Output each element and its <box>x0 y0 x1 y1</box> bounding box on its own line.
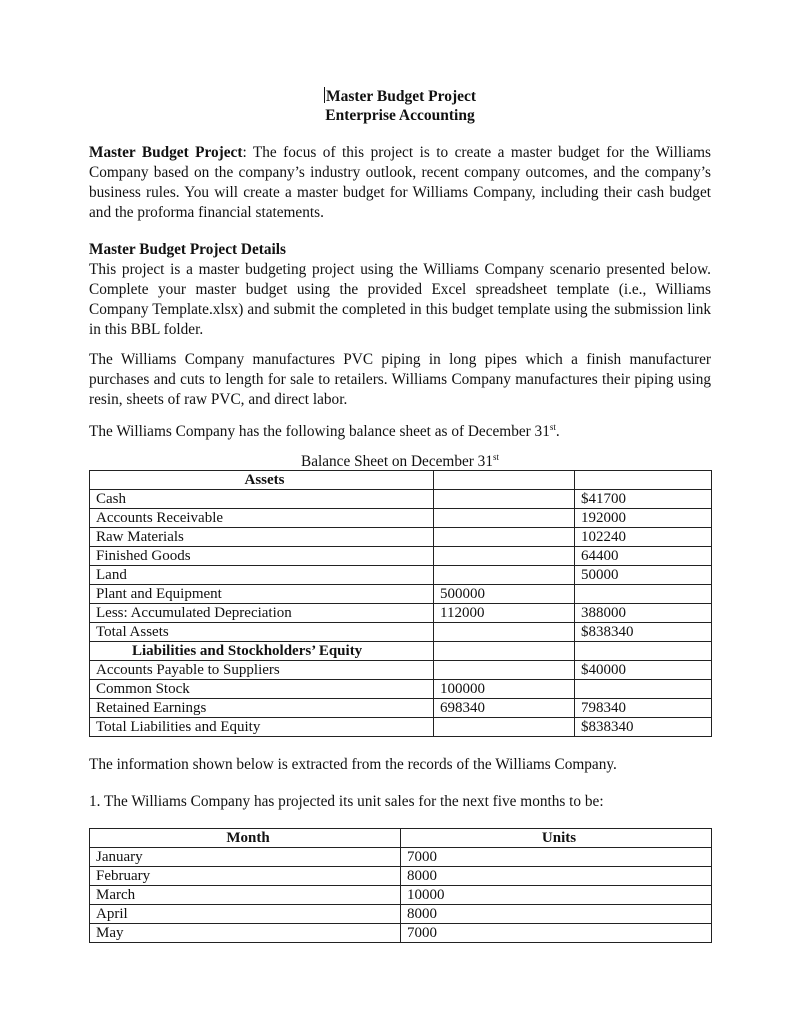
row-total: 64400 <box>575 547 712 566</box>
row-label: Accounts Receivable <box>90 509 434 528</box>
row-label: Plant and Equipment <box>90 585 434 604</box>
table-row <box>90 886 712 905</box>
row-total: $838340 <box>575 623 712 642</box>
table-cell <box>575 471 712 490</box>
units-cell: 7000 <box>401 924 712 943</box>
row-label: Raw Materials <box>90 528 434 547</box>
table-row <box>90 867 712 886</box>
document-subtitle: Enterprise Accounting <box>325 107 475 124</box>
table-row <box>90 471 712 490</box>
table-row <box>90 528 712 547</box>
caption-sup: st <box>492 451 499 462</box>
units-cell: 8000 <box>401 867 712 886</box>
table-row <box>90 585 712 604</box>
balance-intro-sup: st <box>549 421 556 432</box>
records-intro: The information shown below is extracted from the records of the Williams Company. <box>89 756 617 773</box>
month-cell: January <box>90 848 401 867</box>
month-cell: May <box>90 924 401 943</box>
table-row <box>90 680 712 699</box>
table-row <box>90 661 712 680</box>
row-value: 112000 <box>434 604 575 623</box>
row-label: Total Liabilities and Equity <box>90 718 434 737</box>
row-label: Retained Earnings <box>90 699 434 718</box>
row-value <box>434 566 575 585</box>
units-header: Units <box>401 829 712 848</box>
row-total: 798340 <box>575 699 712 718</box>
row-total: 50000 <box>575 566 712 585</box>
table-cell <box>575 642 712 661</box>
row-value <box>434 547 575 566</box>
balance-intro <box>89 422 711 442</box>
intro-text: : The focus of this project is to create a master budget for the Williams Company based on the company’s industry outlook, recent company outcomes, and the company’s business rules. You will create a master budget for Williams Company, including their cash budget and the proforma financial statements. <box>89 144 711 221</box>
row-total: 388000 <box>575 604 712 623</box>
row-label: Less: Accumulated Depreciation <box>90 604 434 623</box>
table-row <box>90 547 712 566</box>
row-value <box>434 718 575 737</box>
table-row <box>90 509 712 528</box>
row-value: 500000 <box>434 585 575 604</box>
row-total: $838340 <box>575 718 712 737</box>
details-heading: Master Budget Project Details <box>89 241 286 258</box>
company-description: The Williams Company manufactures PVC piping in long pipes which a finish manufacturer purchases and cuts to length for sale to retailers. Williams Company manufactures their piping using resin, sheets of raw PVC, and direct labor. <box>89 351 711 408</box>
assets-header: Assets <box>90 471 434 490</box>
month-cell: April <box>90 905 401 924</box>
details-paragraph: This project is a master budgeting project using the Williams Company scenario presented below. Complete your master budget using the provided Excel spreadsheet template (i.e., Williams Company Template.xlsx) and submit the completed in this budget template using the submission link in this BBL folder. <box>89 261 711 338</box>
row-value: 100000 <box>434 680 575 699</box>
table-cell <box>434 471 575 490</box>
balance-intro-text: The Williams Company has the following balance sheet as of December 31 <box>89 423 550 440</box>
table-row <box>90 848 712 867</box>
table-row <box>90 566 712 585</box>
units-cell: 7000 <box>401 848 712 867</box>
month-header: Month <box>90 829 401 848</box>
table-row <box>90 924 712 943</box>
month-cell: February <box>90 867 401 886</box>
table-row <box>90 490 712 509</box>
row-total <box>575 680 712 699</box>
month-cell: March <box>90 886 401 905</box>
intro-lead: Master Budget Project <box>89 144 243 161</box>
caption-text: Balance Sheet on December 31 <box>301 453 493 470</box>
balance-sheet-caption <box>89 453 711 471</box>
table-row <box>90 718 712 737</box>
row-label: Finished Goods <box>90 547 434 566</box>
table-cell <box>434 642 575 661</box>
row-total: $41700 <box>575 490 712 509</box>
table-row <box>90 699 712 718</box>
text-cursor <box>324 87 325 103</box>
document-title: Master Budget Project <box>325 88 477 105</box>
row-total <box>575 585 712 604</box>
row-value <box>434 490 575 509</box>
title-block <box>89 87 711 125</box>
row-label: Accounts Payable to Suppliers <box>90 661 434 680</box>
unit-sales-table <box>89 828 712 943</box>
table-row <box>90 604 712 623</box>
balance-sheet-table <box>89 470 712 737</box>
units-cell: 10000 <box>401 886 712 905</box>
table-header-row <box>90 829 712 848</box>
row-label: Cash <box>90 490 434 509</box>
intro-paragraph <box>89 143 711 223</box>
table-row <box>90 642 712 661</box>
item-1-text: 1. The Williams Company has projected its unit sales for the next five months to be: <box>89 793 604 810</box>
table-row <box>90 623 712 642</box>
row-value <box>434 623 575 642</box>
row-label: Land <box>90 566 434 585</box>
table-row <box>90 905 712 924</box>
row-label: Total Assets <box>90 623 434 642</box>
row-value <box>434 509 575 528</box>
balance-intro-end: . <box>555 423 560 440</box>
row-total: 102240 <box>575 528 712 547</box>
row-value <box>434 528 575 547</box>
row-label: Common Stock <box>90 680 434 699</box>
row-value <box>434 661 575 680</box>
row-total: $40000 <box>575 661 712 680</box>
row-value: 698340 <box>434 699 575 718</box>
row-total: 192000 <box>575 509 712 528</box>
liabilities-header: Liabilities and Stockholders’ Equity <box>90 642 434 661</box>
units-cell: 8000 <box>401 905 712 924</box>
